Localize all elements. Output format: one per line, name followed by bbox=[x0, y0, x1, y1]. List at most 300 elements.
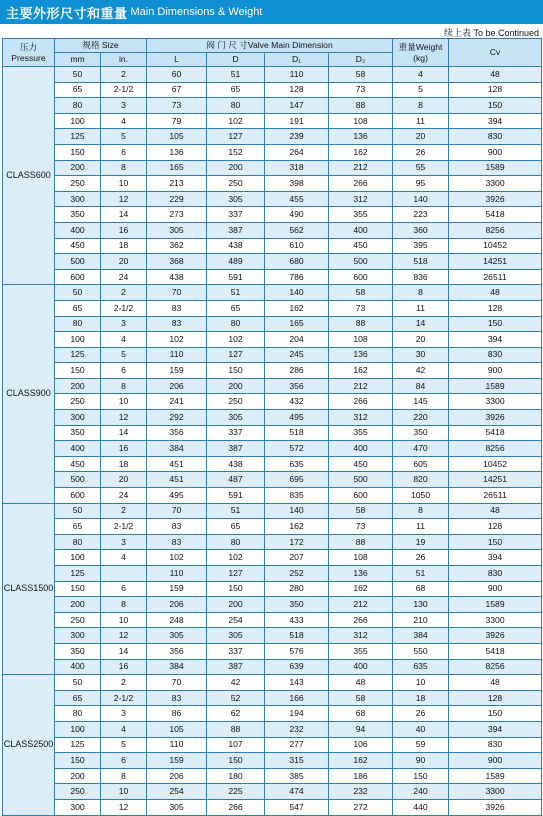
table-row bbox=[3, 659, 542, 675]
table-row bbox=[3, 519, 542, 535]
diameter-d2: 312 bbox=[329, 628, 393, 644]
weight-kg: 350 bbox=[393, 425, 449, 441]
size-in: 2-1/2 bbox=[101, 82, 147, 98]
cv-value: 830 bbox=[449, 566, 542, 582]
diameter-d2: 500 bbox=[329, 254, 393, 270]
diameter-d: 250 bbox=[207, 394, 265, 410]
diameter-d1: 455 bbox=[265, 191, 329, 207]
size-in bbox=[101, 566, 147, 582]
diameter-d1: 680 bbox=[265, 254, 329, 270]
length-l: 362 bbox=[147, 238, 207, 254]
cv-value: 3926 bbox=[449, 191, 542, 207]
diameter-d: 305 bbox=[207, 410, 265, 426]
table-row bbox=[3, 300, 542, 316]
diameter-d: 150 bbox=[207, 363, 265, 379]
diameter-d2: 162 bbox=[329, 363, 393, 379]
diameter-d: 127 bbox=[207, 129, 265, 145]
diameter-d: 65 bbox=[207, 300, 265, 316]
diameter-d1: 385 bbox=[265, 768, 329, 784]
cv-value: 3300 bbox=[449, 612, 542, 628]
length-l: 384 bbox=[147, 441, 207, 457]
diameter-d: 337 bbox=[207, 207, 265, 223]
size-in: 3 bbox=[101, 706, 147, 722]
table-row bbox=[3, 690, 542, 706]
cv-value: 8256 bbox=[449, 222, 542, 238]
cv-value: 14251 bbox=[449, 472, 542, 488]
table-row bbox=[3, 550, 542, 566]
table-row bbox=[3, 378, 542, 394]
table-row bbox=[3, 721, 542, 737]
weight-kg: 95 bbox=[393, 176, 449, 192]
diameter-d1: 277 bbox=[265, 737, 329, 753]
pressure-class: CLASS600 bbox=[3, 67, 55, 285]
diameter-d2: 108 bbox=[329, 550, 393, 566]
title-bar bbox=[0, 0, 543, 24]
diameter-d: 152 bbox=[207, 144, 265, 160]
weight-kg: 26 bbox=[393, 550, 449, 566]
diameter-d2: 108 bbox=[329, 332, 393, 348]
size-in: 20 bbox=[101, 254, 147, 270]
cv-value: 830 bbox=[449, 129, 542, 145]
size-in: 2 bbox=[101, 675, 147, 691]
table-row bbox=[3, 753, 542, 769]
weight-kg: 223 bbox=[393, 207, 449, 223]
size-in: 10 bbox=[101, 612, 147, 628]
diameter-d2: 266 bbox=[329, 176, 393, 192]
diameter-d1: 286 bbox=[265, 363, 329, 379]
size-mm: 600 bbox=[55, 488, 101, 504]
cv-value: 830 bbox=[449, 347, 542, 363]
cv-value: 48 bbox=[449, 285, 542, 301]
size-in: 4 bbox=[101, 332, 147, 348]
cv-value: 150 bbox=[449, 534, 542, 550]
size-in: 12 bbox=[101, 191, 147, 207]
size-in: 14 bbox=[101, 425, 147, 441]
length-l: 356 bbox=[147, 643, 207, 659]
diameter-d: 387 bbox=[207, 222, 265, 238]
weight-kg: 8 bbox=[393, 285, 449, 301]
diameter-d1: 110 bbox=[265, 67, 329, 83]
size-in: 4 bbox=[101, 721, 147, 737]
size-mm: 600 bbox=[55, 269, 101, 285]
size-in: 8 bbox=[101, 768, 147, 784]
d1-header: D₁ bbox=[265, 53, 329, 67]
diameter-d2: 212 bbox=[329, 160, 393, 176]
table-row bbox=[3, 503, 542, 519]
size-mm: 450 bbox=[55, 238, 101, 254]
d2-header: D₂ bbox=[329, 53, 393, 67]
diameter-d1: 490 bbox=[265, 207, 329, 223]
table-row bbox=[3, 472, 542, 488]
weight-kg: 10 bbox=[393, 675, 449, 691]
cv-value: 48 bbox=[449, 67, 542, 83]
diameter-d2: 162 bbox=[329, 581, 393, 597]
diameter-d2: 68 bbox=[329, 706, 393, 722]
cv-value: 900 bbox=[449, 753, 542, 769]
size-mm: 100 bbox=[55, 113, 101, 129]
size-in: 8 bbox=[101, 378, 147, 394]
size-mm: 125 bbox=[55, 129, 101, 145]
pressure-class: CLASS2500 bbox=[3, 675, 55, 815]
cv-value: 10452 bbox=[449, 238, 542, 254]
length-l: 206 bbox=[147, 768, 207, 784]
cv-value: 1589 bbox=[449, 160, 542, 176]
cv-value: 900 bbox=[449, 144, 542, 160]
diameter-d2: 400 bbox=[329, 659, 393, 675]
diameter-d1: 695 bbox=[265, 472, 329, 488]
cv-header: Cv bbox=[449, 39, 542, 67]
size-mm: 250 bbox=[55, 784, 101, 800]
weight-kg: 130 bbox=[393, 597, 449, 613]
size-in: 16 bbox=[101, 441, 147, 457]
weight-kg: 440 bbox=[393, 799, 449, 815]
size-mm: 250 bbox=[55, 394, 101, 410]
weight-kg: 90 bbox=[393, 753, 449, 769]
diameter-d2: 88 bbox=[329, 98, 393, 114]
length-l: 206 bbox=[147, 378, 207, 394]
cv-value: 394 bbox=[449, 332, 542, 348]
weight-kg: 20 bbox=[393, 332, 449, 348]
diameter-d2: 266 bbox=[329, 394, 393, 410]
length-l: 110 bbox=[147, 347, 207, 363]
weight-kg: 240 bbox=[393, 784, 449, 800]
cv-value: 3300 bbox=[449, 176, 542, 192]
diameter-d: 65 bbox=[207, 82, 265, 98]
table-row bbox=[3, 441, 542, 457]
diameter-d2: 212 bbox=[329, 378, 393, 394]
diameter-d2: 212 bbox=[329, 597, 393, 613]
size-mm: 250 bbox=[55, 612, 101, 628]
diameter-d2: 312 bbox=[329, 191, 393, 207]
diameter-d1: 143 bbox=[265, 675, 329, 691]
size-mm: 350 bbox=[55, 425, 101, 441]
size-mm: 65 bbox=[55, 300, 101, 316]
length-l: 213 bbox=[147, 176, 207, 192]
size-mm: 350 bbox=[55, 643, 101, 659]
cv-value: 1589 bbox=[449, 597, 542, 613]
size-in: 2-1/2 bbox=[101, 690, 147, 706]
length-l: 70 bbox=[147, 675, 207, 691]
size-in: 5 bbox=[101, 129, 147, 145]
size-mm: 150 bbox=[55, 144, 101, 160]
diameter-d2: 88 bbox=[329, 534, 393, 550]
weight-kg: 820 bbox=[393, 472, 449, 488]
size-in: 6 bbox=[101, 144, 147, 160]
continued-note: 续上表 To be Continued bbox=[443, 28, 539, 38]
title-english: Main Dimensions & Weight bbox=[130, 6, 263, 18]
table-row bbox=[3, 129, 542, 145]
size-in: 14 bbox=[101, 207, 147, 223]
size-mm: 500 bbox=[55, 472, 101, 488]
weight-header: 重量Weight (kg) bbox=[393, 39, 449, 67]
size-mm: 65 bbox=[55, 519, 101, 535]
diameter-d1: 398 bbox=[265, 176, 329, 192]
length-l: 67 bbox=[147, 82, 207, 98]
diameter-d2: 600 bbox=[329, 488, 393, 504]
size-mm: 50 bbox=[55, 503, 101, 519]
diameter-d1: 356 bbox=[265, 378, 329, 394]
diameter-d1: 518 bbox=[265, 628, 329, 644]
length-l: 83 bbox=[147, 316, 207, 332]
diameter-d1: 166 bbox=[265, 690, 329, 706]
diameter-d2: 186 bbox=[329, 768, 393, 784]
weight-kg: 605 bbox=[393, 456, 449, 472]
cv-value: 5418 bbox=[449, 425, 542, 441]
size-in: 6 bbox=[101, 753, 147, 769]
diameter-d: 127 bbox=[207, 347, 265, 363]
diameter-d: 80 bbox=[207, 316, 265, 332]
length-l: 438 bbox=[147, 269, 207, 285]
size-mm: 200 bbox=[55, 160, 101, 176]
table-row bbox=[3, 581, 542, 597]
size-in: 2 bbox=[101, 285, 147, 301]
size-in: 10 bbox=[101, 176, 147, 192]
size-mm: 80 bbox=[55, 98, 101, 114]
diameter-d2: 450 bbox=[329, 238, 393, 254]
diameter-d: 62 bbox=[207, 706, 265, 722]
diameter-d: 52 bbox=[207, 690, 265, 706]
cv-value: 128 bbox=[449, 300, 542, 316]
diameter-d2: 136 bbox=[329, 129, 393, 145]
size-mm: 50 bbox=[55, 285, 101, 301]
size-in: 12 bbox=[101, 410, 147, 426]
size-mm: 200 bbox=[55, 378, 101, 394]
size-in: 14 bbox=[101, 643, 147, 659]
weight-kg: 14 bbox=[393, 316, 449, 332]
diameter-d: 487 bbox=[207, 472, 265, 488]
diameter-d: 51 bbox=[207, 67, 265, 83]
cv-value: 128 bbox=[449, 690, 542, 706]
diameter-d1: 547 bbox=[265, 799, 329, 815]
length-l: 495 bbox=[147, 488, 207, 504]
weight-kg: 395 bbox=[393, 238, 449, 254]
size-mm: 500 bbox=[55, 254, 101, 270]
length-l: 83 bbox=[147, 534, 207, 550]
size-in: 3 bbox=[101, 316, 147, 332]
length-l: 248 bbox=[147, 612, 207, 628]
size-mm: 300 bbox=[55, 410, 101, 426]
length-l: 241 bbox=[147, 394, 207, 410]
length-l: 159 bbox=[147, 363, 207, 379]
pressure-class: CLASS1500 bbox=[3, 503, 55, 675]
diameter-d1: 786 bbox=[265, 269, 329, 285]
table-row bbox=[3, 67, 542, 83]
size-mm: 200 bbox=[55, 768, 101, 784]
diameter-d2: 58 bbox=[329, 285, 393, 301]
weight-kg: 42 bbox=[393, 363, 449, 379]
d-header: D bbox=[207, 53, 265, 67]
table-row bbox=[3, 160, 542, 176]
size-mm: 100 bbox=[55, 721, 101, 737]
size-mm: 200 bbox=[55, 597, 101, 613]
weight-kg: 210 bbox=[393, 612, 449, 628]
length-l: 83 bbox=[147, 690, 207, 706]
cv-value: 3300 bbox=[449, 394, 542, 410]
diameter-d: 489 bbox=[207, 254, 265, 270]
cv-value: 830 bbox=[449, 737, 542, 753]
diameter-d: 150 bbox=[207, 753, 265, 769]
diameter-d2: 58 bbox=[329, 67, 393, 83]
table-row bbox=[3, 768, 542, 784]
size-in: 2-1/2 bbox=[101, 300, 147, 316]
inch-header: in. bbox=[101, 53, 147, 67]
weight-kg: 11 bbox=[393, 519, 449, 535]
length-l: 292 bbox=[147, 410, 207, 426]
diameter-d2: 355 bbox=[329, 207, 393, 223]
table-row bbox=[3, 269, 542, 285]
length-l: 102 bbox=[147, 550, 207, 566]
cv-value: 14251 bbox=[449, 254, 542, 270]
size-in: 24 bbox=[101, 488, 147, 504]
pressure-header: 压力 Pressure bbox=[3, 39, 55, 67]
size-in: 2 bbox=[101, 503, 147, 519]
diameter-d: 305 bbox=[207, 191, 265, 207]
weight-kg: 26 bbox=[393, 144, 449, 160]
cv-value: 150 bbox=[449, 706, 542, 722]
diameter-d2: 162 bbox=[329, 753, 393, 769]
diameter-d2: 73 bbox=[329, 82, 393, 98]
weight-kg: 470 bbox=[393, 441, 449, 457]
length-l: 110 bbox=[147, 566, 207, 582]
size-in: 8 bbox=[101, 160, 147, 176]
size-mm: 400 bbox=[55, 659, 101, 675]
table-row bbox=[3, 98, 542, 114]
length-l: 368 bbox=[147, 254, 207, 270]
weight-kg: 518 bbox=[393, 254, 449, 270]
table-row bbox=[3, 706, 542, 722]
table-row bbox=[3, 144, 542, 160]
weight-kg: 59 bbox=[393, 737, 449, 753]
size-mm: 150 bbox=[55, 363, 101, 379]
diameter-d: 266 bbox=[207, 799, 265, 815]
length-l: 105 bbox=[147, 721, 207, 737]
length-l: 159 bbox=[147, 581, 207, 597]
length-l: 305 bbox=[147, 222, 207, 238]
size-mm: 125 bbox=[55, 566, 101, 582]
table-body bbox=[3, 67, 542, 816]
diameter-d: 107 bbox=[207, 737, 265, 753]
cv-value: 8256 bbox=[449, 441, 542, 457]
diameter-d1: 162 bbox=[265, 300, 329, 316]
weight-kg: 68 bbox=[393, 581, 449, 597]
size-in: 16 bbox=[101, 222, 147, 238]
size-in: 6 bbox=[101, 581, 147, 597]
diameter-d2: 136 bbox=[329, 347, 393, 363]
weight-kg: 8 bbox=[393, 98, 449, 114]
diameter-d: 387 bbox=[207, 659, 265, 675]
cv-value: 128 bbox=[449, 519, 542, 535]
table-row bbox=[3, 488, 542, 504]
diameter-d: 127 bbox=[207, 566, 265, 582]
cv-value: 5418 bbox=[449, 643, 542, 659]
mm-header: mm bbox=[55, 53, 101, 67]
diameter-d1: 252 bbox=[265, 566, 329, 582]
diameter-d2: 108 bbox=[329, 113, 393, 129]
diameter-d2: 355 bbox=[329, 643, 393, 659]
size-in: 18 bbox=[101, 456, 147, 472]
size-mm: 300 bbox=[55, 191, 101, 207]
size-mm: 100 bbox=[55, 550, 101, 566]
dimensions-table bbox=[2, 38, 542, 816]
weight-kg: 8 bbox=[393, 503, 449, 519]
diameter-d: 387 bbox=[207, 441, 265, 457]
size-in: 4 bbox=[101, 550, 147, 566]
weight-kg: 150 bbox=[393, 768, 449, 784]
diameter-d1: 432 bbox=[265, 394, 329, 410]
weight-kg: 11 bbox=[393, 113, 449, 129]
size-mm: 300 bbox=[55, 799, 101, 815]
diameter-d2: 88 bbox=[329, 316, 393, 332]
table-row bbox=[3, 332, 542, 348]
cv-value: 48 bbox=[449, 503, 542, 519]
diameter-d1: 576 bbox=[265, 643, 329, 659]
diameter-d: 200 bbox=[207, 160, 265, 176]
diameter-d2: 450 bbox=[329, 456, 393, 472]
cv-value: 1589 bbox=[449, 378, 542, 394]
length-l: 159 bbox=[147, 753, 207, 769]
length-l: 356 bbox=[147, 425, 207, 441]
diameter-d2: 106 bbox=[329, 737, 393, 753]
diameter-d2: 73 bbox=[329, 519, 393, 535]
diameter-d: 305 bbox=[207, 628, 265, 644]
diameter-d2: 48 bbox=[329, 675, 393, 691]
diameter-d: 88 bbox=[207, 721, 265, 737]
diameter-d1: 232 bbox=[265, 721, 329, 737]
table-row bbox=[3, 799, 542, 815]
diameter-d: 42 bbox=[207, 675, 265, 691]
size-mm: 150 bbox=[55, 753, 101, 769]
table-row bbox=[3, 191, 542, 207]
cv-value: 26511 bbox=[449, 488, 542, 504]
table-row bbox=[3, 675, 542, 691]
weight-kg: 384 bbox=[393, 628, 449, 644]
length-l: 165 bbox=[147, 160, 207, 176]
table-row bbox=[3, 534, 542, 550]
diameter-d1: 350 bbox=[265, 597, 329, 613]
weight-kg: 140 bbox=[393, 191, 449, 207]
diameter-d2: 600 bbox=[329, 269, 393, 285]
weight-kg: 11 bbox=[393, 300, 449, 316]
length-l: 273 bbox=[147, 207, 207, 223]
diameter-d1: 239 bbox=[265, 129, 329, 145]
cv-value: 3926 bbox=[449, 410, 542, 426]
title-chinese: 主要外形尺寸和重量 bbox=[6, 5, 128, 21]
table-row bbox=[3, 597, 542, 613]
diameter-d: 438 bbox=[207, 238, 265, 254]
cv-value: 394 bbox=[449, 550, 542, 566]
weight-kg: 26 bbox=[393, 706, 449, 722]
weight-kg: 836 bbox=[393, 269, 449, 285]
cv-value: 8256 bbox=[449, 659, 542, 675]
diameter-d: 51 bbox=[207, 503, 265, 519]
size-in: 20 bbox=[101, 472, 147, 488]
diameter-d1: 128 bbox=[265, 82, 329, 98]
size-mm: 400 bbox=[55, 222, 101, 238]
table-row bbox=[3, 425, 542, 441]
weight-kg: 4 bbox=[393, 67, 449, 83]
diameter-d1: 140 bbox=[265, 285, 329, 301]
size-mm: 50 bbox=[55, 675, 101, 691]
size-mm: 65 bbox=[55, 690, 101, 706]
cv-value: 48 bbox=[449, 675, 542, 691]
size-in: 2 bbox=[101, 67, 147, 83]
length-l: 451 bbox=[147, 456, 207, 472]
table-row bbox=[3, 566, 542, 582]
length-l: 102 bbox=[147, 332, 207, 348]
diameter-d: 200 bbox=[207, 378, 265, 394]
size-in: 8 bbox=[101, 597, 147, 613]
diameter-d1: 639 bbox=[265, 659, 329, 675]
